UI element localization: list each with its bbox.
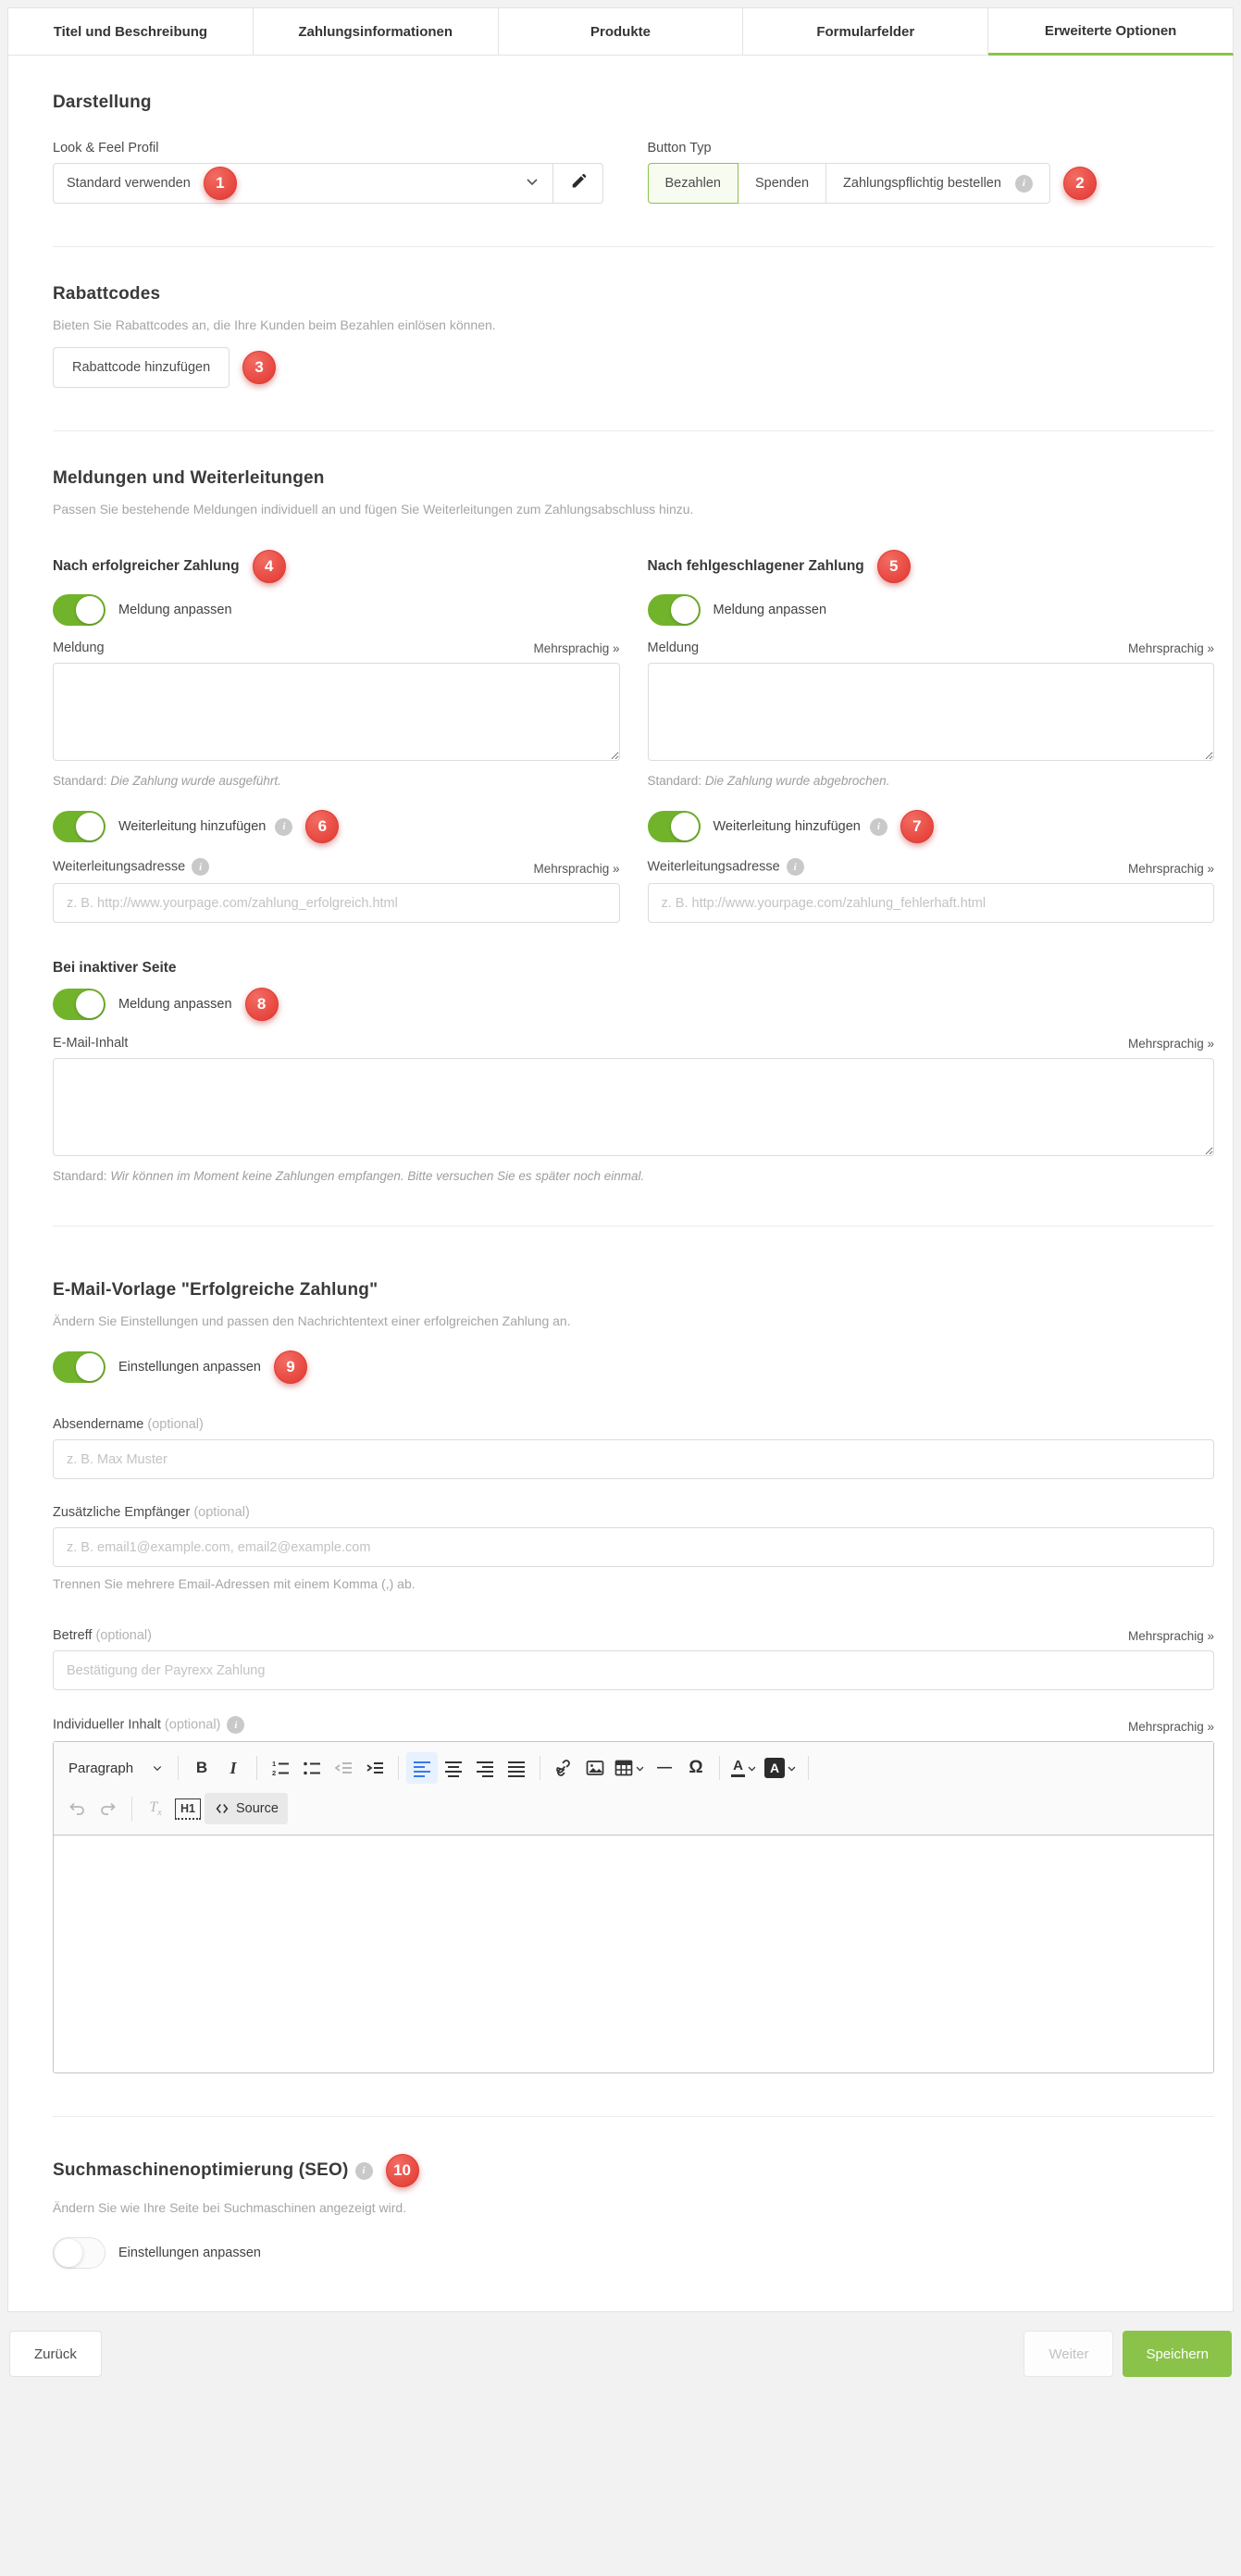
tab-erweiterte-optionen[interactable]: Erweiterte Optionen: [988, 7, 1234, 56]
bulleted-list-button[interactable]: [296, 1752, 328, 1784]
email-inhalt-label: E-Mail-Inhalt: [53, 1036, 129, 1051]
toggle-knob: [76, 813, 104, 840]
horizontal-line-icon: —: [657, 1760, 672, 1775]
info-icon[interactable]: i: [192, 858, 209, 876]
button-typ-group: [648, 163, 1050, 204]
italic-button[interactable]: [217, 1752, 249, 1784]
zahlungspflichtig-label: Zahlungspflichtig bestellen: [843, 176, 1001, 191]
email-vorlage-toggle-label: Einstellungen anpassen: [118, 1360, 261, 1375]
failed-redirect-input[interactable]: [648, 883, 1215, 923]
look-feel-label: Look & Feel Profil: [53, 141, 159, 156]
numbered-list-icon: [271, 1759, 290, 1777]
undo-icon: [68, 1799, 86, 1818]
absendername-input[interactable]: [53, 1439, 1214, 1479]
section-email-vorlage: [53, 1226, 1214, 2116]
failed-message-toggle[interactable]: [648, 594, 701, 626]
button-typ-spenden[interactable]: [738, 163, 826, 204]
table-icon: [614, 1759, 633, 1777]
button-typ-label: Button Typ: [647, 141, 712, 156]
failed-meldung-textarea[interactable]: [648, 663, 1215, 761]
email-vorlage-settings-toggle[interactable]: [53, 1351, 105, 1383]
success-column: [53, 550, 620, 923]
align-left-button[interactable]: [406, 1752, 438, 1784]
tour-badge-7: 7: [900, 810, 934, 843]
next-button[interactable]: Weiter: [1024, 2331, 1113, 2377]
rabattcode-hinzufuegen-button[interactable]: Rabattcode hinzufügen: [53, 347, 230, 388]
inactive-page-block: [53, 960, 1214, 1183]
failed-standard-text: Die Zahlung wurde abgebrochen.: [704, 774, 890, 788]
info-icon[interactable]: i: [1015, 175, 1033, 193]
rich-text-editor: [53, 1741, 1214, 2073]
special-characters-button[interactable]: [680, 1752, 712, 1784]
toolbar-separator: [178, 1756, 179, 1780]
insert-table-button[interactable]: [611, 1752, 649, 1784]
spenden-label: Spenden: [754, 176, 810, 191]
success-toggle-label: Meldung anpassen: [118, 603, 232, 617]
tab-titel-und-beschreibung[interactable]: Titel und Beschreibung: [7, 7, 254, 56]
h1-icon: H1: [175, 1798, 201, 1820]
email-inhalt-textarea[interactable]: [53, 1058, 1214, 1156]
align-center-button[interactable]: [438, 1752, 469, 1784]
failed-meldung-label: Meldung: [647, 641, 700, 655]
numbered-list-button[interactable]: [265, 1752, 296, 1784]
italic-icon: I: [230, 1758, 237, 1777]
paragraph-dropdown-label: Paragraph: [68, 1760, 134, 1776]
font-color-button[interactable]: [727, 1752, 761, 1784]
email-vorlage-description: Ändern Sie Einstellungen und passen den Nachrichtentext einer erfolgreichen Zahlung an.: [53, 1313, 571, 1328]
toggle-knob: [76, 990, 104, 1018]
source-label: Source: [235, 1801, 279, 1816]
chevron-down-icon: [747, 1763, 757, 1773]
info-icon[interactable]: i: [870, 818, 887, 836]
look-feel-select[interactable]: [53, 163, 553, 204]
success-redirect-toggle-label: Weiterleitung hinzufügen: [118, 819, 267, 834]
empfaenger-label: Zusätzliche Empfänger (optional): [53, 1505, 250, 1520]
tour-badge-8: 8: [245, 988, 279, 1021]
failed-toggle-label: Meldung anpassen: [713, 603, 827, 617]
footer-bar: [0, 2312, 1241, 2397]
betreff-input[interactable]: [53, 1650, 1214, 1690]
indent-icon: [366, 1759, 384, 1777]
chevron-down-icon: [525, 174, 540, 193]
button-typ-bezahlen[interactable]: [648, 163, 738, 204]
align-right-button[interactable]: [469, 1752, 501, 1784]
standard-prefix: Standard:: [53, 774, 107, 788]
failed-redirect-toggle-label: Weiterleitung hinzufügen: [713, 819, 861, 834]
section-darstellung: [53, 56, 1214, 246]
edit-look-feel-button[interactable]: [553, 163, 603, 204]
tour-badge-1: 1: [204, 167, 237, 200]
success-redirect-label: Weiterleitungsadresse i: [53, 858, 209, 876]
font-background-color-button[interactable]: [761, 1752, 800, 1784]
toggle-knob: [671, 813, 699, 840]
success-heading: Nach erfolgreicher Zahlung: [53, 558, 240, 574]
align-right-icon: [476, 1759, 494, 1777]
meldungen-heading: Meldungen und Weiterleitungen: [53, 468, 325, 488]
tour-badge-9: 9: [274, 1350, 307, 1384]
info-icon[interactable]: i: [275, 818, 292, 836]
inhalt-mehrsprachig-link[interactable]: Mehrsprachig »: [1127, 1720, 1214, 1734]
meldungen-description: Passen Sie bestehende Meldungen individuell an und fügen Sie Weiterleitungen zum Zahlungsabschluss hinzu.: [53, 502, 694, 516]
chevron-down-icon: [635, 1763, 645, 1773]
font-color-icon: A: [731, 1759, 745, 1777]
toolbar-separator: [808, 1756, 809, 1780]
bold-icon: B: [195, 1759, 208, 1776]
tour-badge-2: 2: [1063, 167, 1097, 200]
inactive-standard-text: Wir können im Moment keine Zahlungen empfangen. Bitte versuchen Sie es später noch einmal.: [110, 1169, 645, 1183]
heading-h1-button[interactable]: [171, 1793, 205, 1824]
editor-content-area[interactable]: [54, 1836, 1213, 2072]
empfaenger-input[interactable]: [53, 1527, 1214, 1567]
seo-heading: Suchmaschinenoptimierung (SEO): [53, 2160, 349, 2180]
font-background-color-icon: A: [764, 1758, 785, 1778]
info-icon[interactable]: i: [355, 2162, 373, 2180]
success-meldung-mehrsprachig-link[interactable]: Mehrsprachig »: [533, 641, 620, 655]
look-feel-selected-value: Standard verwenden: [67, 176, 191, 191]
source-button[interactable]: [205, 1793, 288, 1824]
chevron-down-icon: [787, 1763, 797, 1773]
success-message-toggle[interactable]: [53, 594, 105, 626]
failed-redirect-toggle[interactable]: [648, 811, 701, 842]
seo-settings-toggle[interactable]: [53, 2237, 105, 2269]
bulleted-list-icon: [303, 1759, 321, 1777]
link-button[interactable]: [548, 1752, 579, 1784]
success-standard-text: Die Zahlung wurde ausgeführt.: [110, 774, 281, 788]
info-icon[interactable]: i: [787, 858, 804, 876]
inactive-toggle-label: Meldung anpassen: [118, 997, 232, 1012]
button-typ-zahlungspflichtig[interactable]: [825, 163, 1050, 204]
image-icon: [586, 1759, 604, 1777]
align-left-icon: [413, 1759, 431, 1777]
inactive-message-toggle[interactable]: [53, 989, 105, 1020]
seo-toggle-label: Einstellungen anpassen: [118, 2246, 261, 2260]
justify-icon: [507, 1759, 526, 1777]
toolbar-separator: [398, 1756, 399, 1780]
image-button[interactable]: [579, 1752, 611, 1784]
editor-toolbar: [54, 1742, 1213, 1836]
success-redirect-toggle[interactable]: [53, 811, 105, 842]
info-icon[interactable]: i: [227, 1716, 244, 1734]
redo-button[interactable]: [93, 1793, 124, 1824]
success-meldung-label: Meldung: [53, 641, 105, 655]
svg-text:1: 1: [272, 1760, 277, 1768]
svg-text:2: 2: [272, 1769, 277, 1777]
rabattcodes-heading: Rabattcodes: [53, 284, 161, 304]
tour-badge-10: 10: [386, 2154, 419, 2187]
redo-icon: [99, 1799, 118, 1818]
tour-badge-5: 5: [877, 550, 911, 583]
email-inhalt-mehrsprachig-link[interactable]: Mehrsprachig »: [1127, 1037, 1214, 1051]
success-meldung-textarea[interactable]: [53, 663, 620, 761]
content-card: [7, 56, 1234, 2312]
save-button[interactable]: Speichern: [1123, 2331, 1232, 2377]
betreff-label: Betreff (optional): [53, 1628, 152, 1643]
bezahlen-label: Bezahlen: [664, 176, 721, 191]
remove-format-icon: $T_x$: [149, 1798, 162, 1819]
pencil-icon: [570, 173, 587, 194]
paragraph-dropdown[interactable]: [61, 1752, 170, 1784]
tour-badge-4: 4: [253, 550, 286, 583]
toggle-knob: [55, 2239, 82, 2267]
tour-badge-6: 6: [305, 810, 339, 843]
section-rabattcodes: [53, 246, 1214, 430]
omega-icon: Ω: [689, 1758, 703, 1777]
individueller-inhalt-label: Individueller Inhalt (optional) i: [53, 1716, 244, 1734]
standard-prefix: Standard:: [647, 774, 702, 788]
failed-standard-hint: [648, 774, 1215, 788]
indent-button[interactable]: [359, 1752, 391, 1784]
rabattcodes-description: Bieten Sie Rabattcodes an, die Ihre Kunden beim Bezahlen einlösen können.: [53, 317, 496, 332]
align-center-icon: [444, 1759, 463, 1777]
success-redirect-mehrsprachig-link[interactable]: Mehrsprachig »: [533, 862, 620, 876]
betreff-mehrsprachig-link[interactable]: Mehrsprachig »: [1127, 1629, 1214, 1643]
inactive-standard-hint: [53, 1169, 1214, 1183]
absendername-label: Absendername (optional): [53, 1417, 204, 1432]
seo-description: Ändern Sie wie Ihre Seite bei Suchmaschinen angezeigt wird.: [53, 2200, 407, 2215]
empfaenger-hint: Trennen Sie mehrere Email-Adressen mit einem Komma (,) ab.: [53, 1576, 416, 1591]
toggle-knob: [671, 596, 699, 624]
darstellung-heading: Darstellung: [53, 93, 152, 112]
success-redirect-input[interactable]: [53, 883, 620, 923]
toolbar-separator: [131, 1797, 132, 1821]
undo-button[interactable]: [61, 1793, 93, 1824]
tour-badge-3: 3: [242, 351, 276, 384]
failed-redirect-mehrsprachig-link[interactable]: Mehrsprachig »: [1127, 862, 1214, 876]
chevron-down-icon: [152, 1762, 163, 1773]
toolbar-separator: [719, 1756, 720, 1780]
failed-redirect-label: Weiterleitungsadresse i: [648, 858, 804, 876]
toggle-knob: [76, 1353, 104, 1381]
justify-button[interactable]: [501, 1752, 532, 1784]
success-standard-hint: [53, 774, 620, 788]
outdent-button[interactable]: [328, 1752, 359, 1784]
section-meldungen: [53, 430, 1214, 1226]
failed-meldung-mehrsprachig-link[interactable]: Mehrsprachig »: [1127, 641, 1214, 655]
tab-formularfelder[interactable]: Formularfelder: [743, 7, 988, 56]
failed-column: [648, 550, 1215, 923]
back-button[interactable]: Zurück: [9, 2331, 102, 2377]
remove-format-button[interactable]: [140, 1793, 171, 1824]
standard-prefix: Standard:: [53, 1169, 107, 1183]
link-icon: [554, 1759, 573, 1777]
section-seo: [53, 2116, 1214, 2311]
toolbar-separator: [256, 1756, 257, 1780]
source-icon: [214, 1800, 230, 1817]
email-vorlage-heading: E-Mail-Vorlage "Erfolgreiche Zahlung": [53, 1280, 379, 1300]
failed-heading: Nach fehlgeschlagener Zahlung: [647, 558, 864, 574]
bold-button[interactable]: [186, 1752, 217, 1784]
tab-produkte[interactable]: Produkte: [499, 7, 744, 56]
horizontal-line-button[interactable]: [649, 1752, 680, 1784]
inactive-heading: Bei inaktiver Seite: [53, 960, 177, 976]
outdent-icon: [334, 1759, 353, 1777]
toggle-knob: [76, 596, 104, 624]
tab-zahlungsinformationen[interactable]: Zahlungsinformationen: [254, 7, 499, 56]
tab-bar: [0, 0, 1241, 56]
